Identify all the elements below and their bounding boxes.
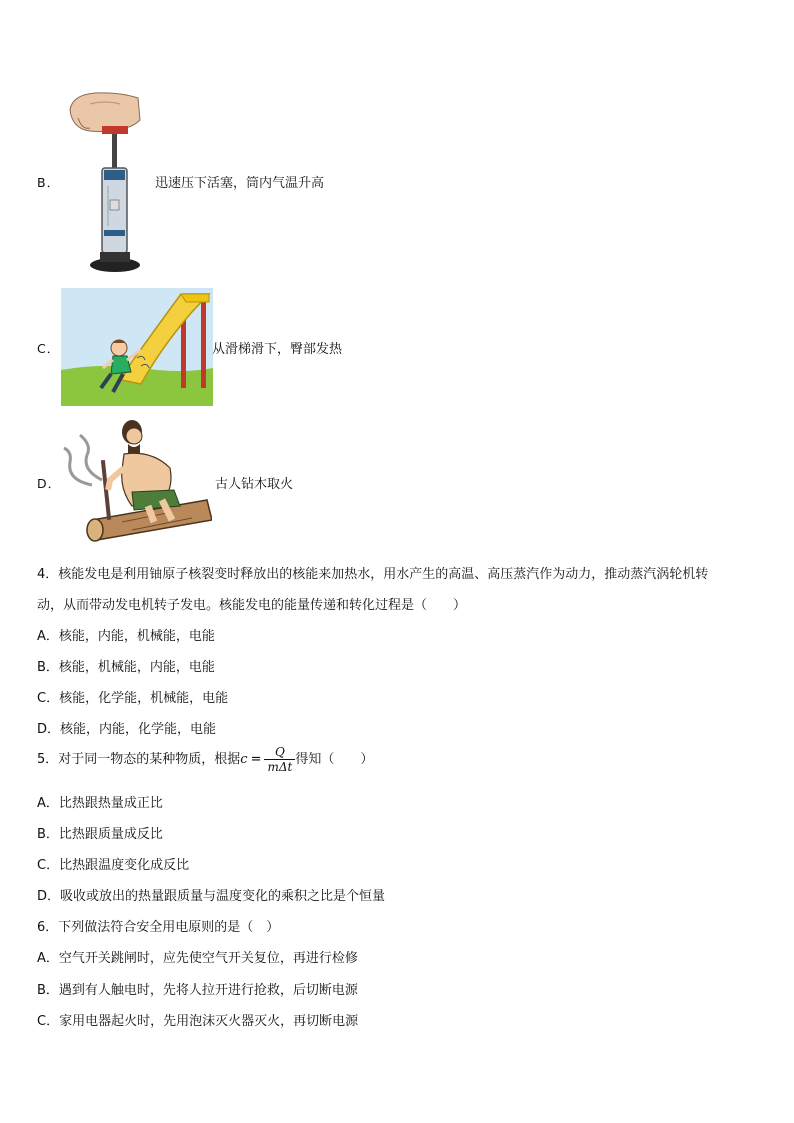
child-on-slide-illustration xyxy=(61,288,213,406)
q6-option-b: B．遇到有人触电时，先将人拉开进行抢救，后切断电源 xyxy=(37,983,358,998)
air-pump-piston-illustration xyxy=(60,90,150,275)
q4-option-c: C．核能，化学能，机械能，电能 xyxy=(37,691,229,706)
q4-stem-line1: 4．核能发电是利用铀原子核裂变时释放出的核能来加热水，用水产生的高温、高压蒸汽作为动力，推动蒸汽涡轮机转 xyxy=(37,567,709,582)
q4-stem-line2: 动，从而带动发电机转子发电。核能发电的能量传递和转化过程是（ ） xyxy=(37,598,467,613)
formula-lhs: c xyxy=(240,752,248,767)
option-c-label: C． xyxy=(37,341,61,356)
q6-stem: 6．下列做法符合安全用电原则的是（ ） xyxy=(37,920,280,935)
q5-stem xyxy=(37,742,373,778)
option-c-caption: 从滑梯滑下，臀部发热 xyxy=(212,342,343,357)
q5-option-a: A．比热跟热量成正比 xyxy=(37,796,163,811)
q5-stem-suffix: 得知（ ） xyxy=(295,752,374,767)
option-b-label: B． xyxy=(37,175,61,190)
option-b-caption: 迅速压下活塞，筒内气温升高 xyxy=(155,176,325,191)
q4-option-d: D．核能，内能，化学能，电能 xyxy=(37,722,217,737)
option-d-caption: 古人钻木取火 xyxy=(215,477,294,492)
formula-eq: = xyxy=(250,752,262,767)
q6-option-c: C．家用电器起火时，先用泡沫灭火器灭火，再切断电源 xyxy=(37,1014,359,1029)
formula-denominator: mΔt xyxy=(267,760,293,774)
option-d-label: D． xyxy=(37,476,62,491)
formula-numerator: Q xyxy=(264,745,295,760)
drilling-wood-fire-illustration xyxy=(62,410,212,545)
q5-option-c: C．比热跟温度变化成反比 xyxy=(37,858,190,873)
q5-option-d: D．吸收或放出的热量跟质量与温度变化的乘积之比是个恒量 xyxy=(37,889,386,904)
q6-option-a: A．空气开关跳闸时，应先使空气开关复位，再进行检修 xyxy=(37,951,358,966)
q4-option-b: B．核能，机械能，内能，电能 xyxy=(37,660,215,675)
q5-option-b: B．比热跟质量成反比 xyxy=(37,827,163,842)
q5-stem-prefix: 5．对于同一物态的某种物质，根据 xyxy=(37,752,241,767)
q4-option-a: A．核能，内能，机械能，电能 xyxy=(37,629,215,644)
formula-fraction xyxy=(264,745,295,774)
